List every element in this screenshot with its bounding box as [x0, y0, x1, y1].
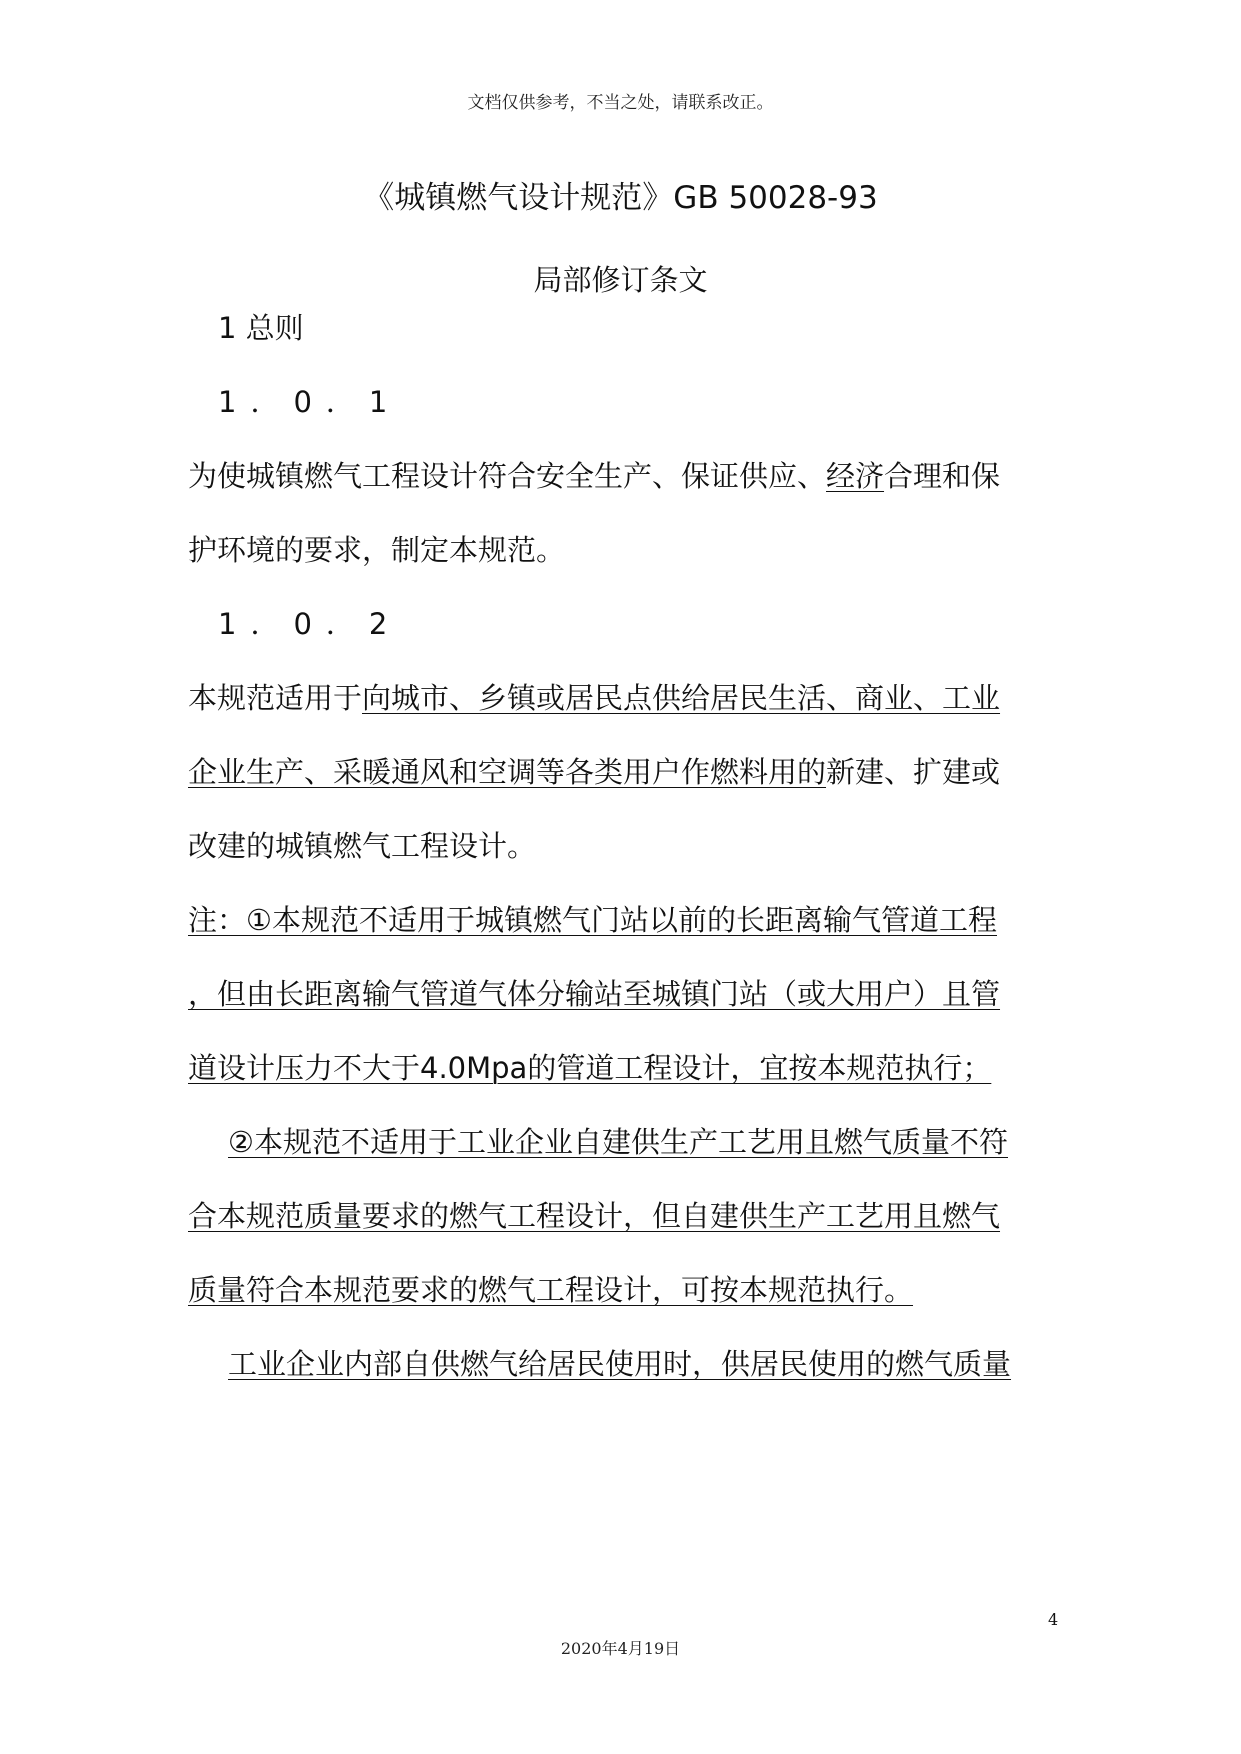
- clause-number-1-0-1: 1．0．1: [218, 385, 402, 419]
- underlined-text-run: 企业生产、采暖通风和空调等各类用户作燃料用的: [188, 755, 827, 789]
- clause-number-1-0-2: 1．0．2: [218, 607, 402, 641]
- note-2-line-1: ②本规范不适用于工业企业自建供生产工艺用且燃气质量不符: [228, 1125, 1008, 1159]
- paragraph-2-line-1: [188, 676, 1000, 717]
- paragraph-2-line-3: 改建的城镇燃气工程设计。: [188, 829, 537, 863]
- note-1-line-3: 道设计压力不大于4.0Mpa的管道工程设计，宜按本规范执行；: [188, 1051, 992, 1085]
- text-run: 合理和保: [884, 459, 1001, 493]
- underlined-text-run: 向城市、乡镇或居民点供给居民生活、商业、工业: [362, 681, 1001, 715]
- note-1-line-2: ，但由长距离输气管道气体分输站至城镇门站（或大用户）且管: [188, 977, 1001, 1011]
- text-run: 本规范适用于: [188, 681, 363, 715]
- page-header-note: 文档仅供参考，不当之处，请联系改正。: [467, 93, 774, 113]
- paragraph-2-line-2: [188, 750, 1000, 791]
- document-title: 《城镇燃气设计规范》GB 50028-93: [363, 180, 878, 216]
- paragraph-1-line-2: 护环境的要求，制定本规范。: [188, 533, 566, 567]
- footer-date: 2020年4月19日: [560, 1639, 681, 1658]
- underlined-text-run: 经济: [826, 459, 885, 493]
- note-2-line-2: 合本规范质量要求的燃气工程设计，但自建供生产工艺用且燃气: [188, 1199, 1001, 1233]
- paragraph-1-line-1: [188, 454, 1000, 495]
- note-3-line-1: 工业企业内部自供燃气给居民使用时，供居民使用的燃气质量: [228, 1347, 1012, 1381]
- text-run: 新建、扩建或: [826, 755, 1001, 789]
- section-heading: 1 总则: [218, 311, 304, 345]
- text-run: 为使城镇燃气工程设计符合安全生产、保证供应、: [188, 459, 827, 493]
- note-2-line-3: 质量符合本规范要求的燃气工程设计，可按本规范执行。: [188, 1273, 914, 1307]
- page-number: 4: [1048, 1610, 1059, 1629]
- note-1-line-1: 注：①本规范不适用于城镇燃气门站以前的长距离输气管道工程: [188, 903, 997, 937]
- document-subtitle: 局部修订条文: [533, 263, 708, 297]
